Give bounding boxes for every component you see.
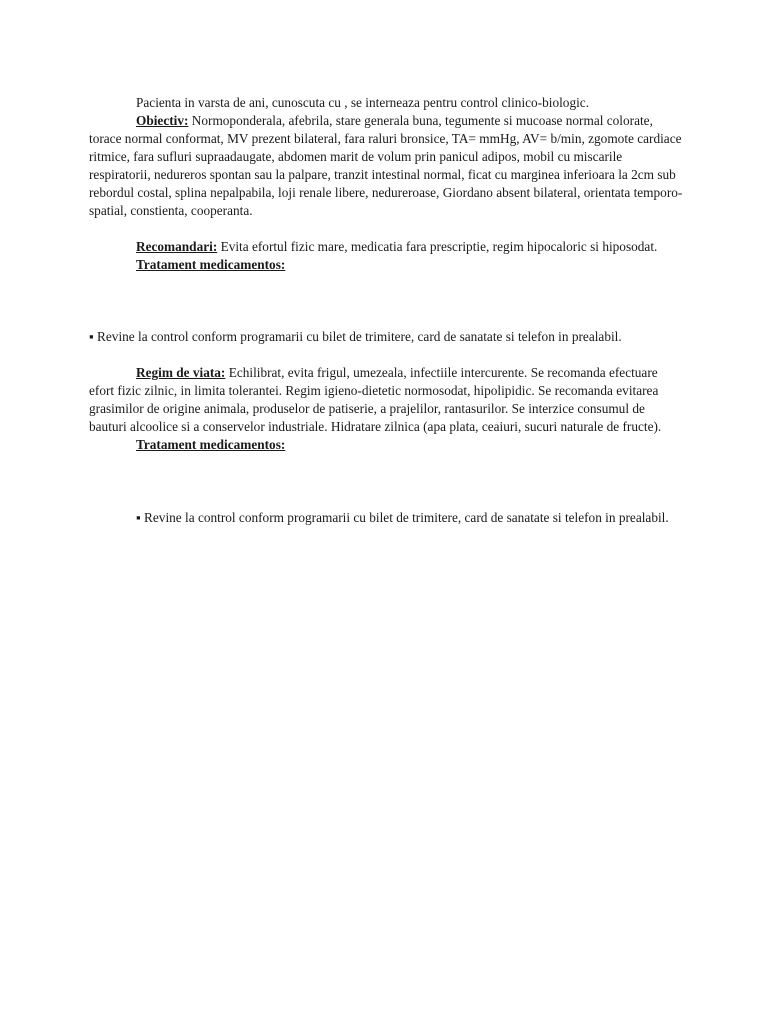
recomandari-text: Evita efortul fizic mare, medicatia fara prescriptie, regim hipocaloric si hiposodat. (217, 239, 658, 254)
tratament-heading-2 (89, 436, 683, 454)
tratament-heading-1 (89, 256, 683, 274)
regim-label: Regim de viata: (136, 365, 226, 380)
tratament-label-2: Tratament medicamentos: (136, 437, 286, 452)
document-body (89, 94, 683, 527)
objectiv-paragraph (89, 112, 683, 220)
objectiv-text: Normoponderala, afebrila, stare generala buna, tegumente si mucoase normal colorate, torace normal conformat, MV prezent bilateral, fara raluri bronsice, TA= mmHg, AV= b/min, zgomote cardiace ritmice, fara sufluri supraadaugate, abdomen marit de volum prin panicul adipos, mobil cu miscarile respiratorii, nedureros spontan sau la palpare, tranzit intestinal normal, ficat cu marginea inferioara la 2cm sub rebordul costal, splina nepalpabila, loji renale libere, nedureroase, Giordano absent bilateral, orientata temporo-spatial, constienta, cooperanta. (89, 113, 683, 218)
regim-text: Echilibrat, evita frigul, umezeala, infectiile intercurente. Se recomanda efectuare efort fizic zilnic, in limita tolerantei. Regim igieno-dietetic normosodat, hipolipidic. Se recomanda evitarea grasimilor de origine animala, produselor de patiserie, a prajelilor, rantasurilor. Se interzice consumul de bauturi alcoolice si a conservelor industriale. Hidratare zilnica (apa plata, ceaiuri, sucuri naturale de fructe). (89, 365, 662, 434)
intro-paragraph: Pacienta in varsta de ani, cunoscuta cu , se interneaza pentru control clinico-biologic. (136, 95, 590, 110)
recomandari-label: Recomandari: (136, 239, 218, 254)
tratament-label-1: Tratament medicamentos: (136, 257, 286, 272)
regim-paragraph (89, 364, 683, 436)
recomandari-paragraph (89, 238, 683, 256)
revine-paragraph-2: ▪ Revine la control conform programarii cu bilet de trimitere, card de sanatate si telefon in prealabil. (136, 510, 669, 525)
objectiv-label: Obiectiv: (136, 113, 189, 128)
revine-paragraph-1: ▪ Revine la control conform programarii cu bilet de trimitere, card de sanatate si telefon in prealabil. (89, 329, 622, 344)
